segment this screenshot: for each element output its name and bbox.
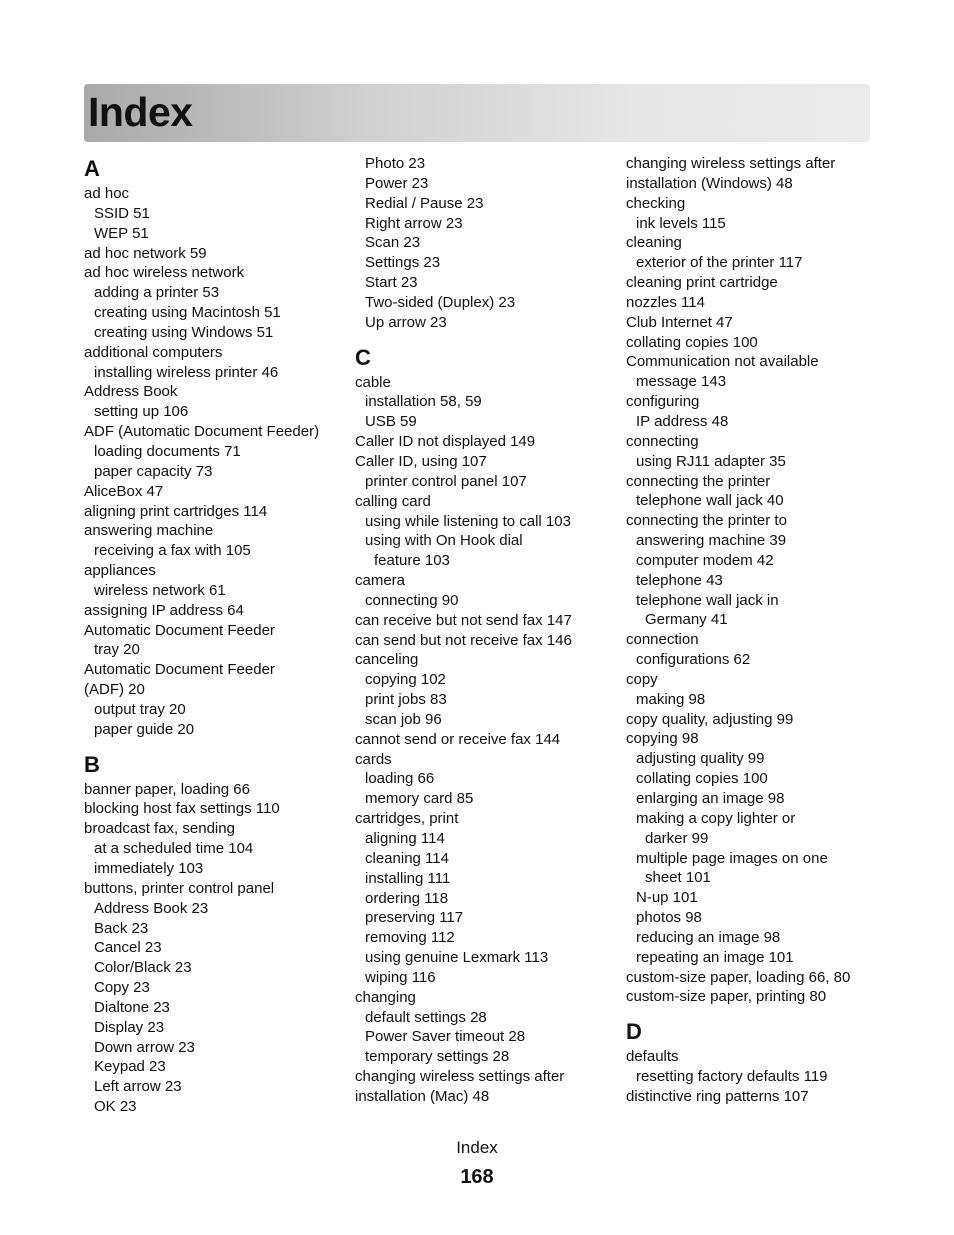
index-entry: changing wireless settings after — [626, 155, 836, 172]
index-subentry: Photo 23 — [365, 155, 426, 172]
index-subentry: scan job 96 — [365, 710, 442, 728]
index-subentry: Redial / Pause 23 — [365, 194, 484, 212]
index-entry: ADF (Automatic Document Feeder) — [84, 423, 320, 441]
index-entry: changing — [355, 988, 416, 1006]
index-subentry: at a scheduled time 104 — [94, 840, 254, 858]
index-subentry: telephone wall jack 40 — [636, 492, 784, 510]
index-subentry: Scan 23 — [365, 234, 421, 252]
index-subentry: Power 23 — [365, 174, 429, 192]
index-letter-heading: D — [626, 1019, 642, 1045]
page-title: Index — [88, 89, 193, 135]
index-entry: configuring — [626, 393, 700, 411]
index-subentry: enlarging an image 98 — [636, 790, 785, 807]
index-entry: checking — [626, 194, 686, 212]
index-entry: calling card — [355, 492, 431, 510]
index-entry: cannot send or receive fax 144 — [355, 730, 561, 748]
index-subentry: WEP 51 — [94, 224, 149, 242]
index-entry: ad hoc — [84, 185, 130, 202]
index-subentry: IP address 48 — [636, 412, 729, 430]
index-entry: camera — [355, 572, 406, 590]
index-subentry: setting up 106 — [94, 403, 189, 421]
index-subentry: reducing an image 98 — [636, 928, 781, 946]
index-header-bar — [84, 84, 870, 142]
index-entry: Club Internet 47 — [626, 313, 733, 331]
index-subentry: Up arrow 23 — [365, 313, 447, 331]
index-subentry: Copy 23 — [94, 979, 150, 997]
index-subentry: Down arrow 23 — [94, 1038, 195, 1056]
index-subentry: print jobs 83 — [365, 691, 447, 709]
index-entry: additional computers — [84, 343, 223, 361]
index-subentry: adjusting quality 99 — [636, 750, 765, 768]
index-letter-heading: C — [355, 344, 371, 370]
index-subentry: answering machine 39 — [636, 532, 787, 550]
index-subentry: making 98 — [636, 690, 706, 708]
index-subentry: adding a printer 53 — [94, 284, 220, 302]
index-subentry: installation 58, 59 — [365, 393, 482, 411]
index-subentry: making a copy lighter or — [636, 809, 796, 827]
index-entry: installation (Mac) 48 — [355, 1087, 490, 1105]
index-subentry: collating copies 100 — [636, 770, 768, 788]
index-subentry: ink levels 115 — [636, 214, 726, 232]
index-entry: connection — [626, 631, 699, 649]
index-entry: connecting — [626, 432, 699, 450]
index-entry: buttons, printer control panel — [84, 879, 275, 897]
index-subentry: default settings 28 — [365, 1008, 487, 1026]
index-subentry: output tray 20 — [94, 700, 186, 718]
index-subentry: installing 111 — [365, 869, 451, 887]
index-entry: Address Book — [84, 383, 178, 401]
index-entry: ad hoc network 59 — [84, 244, 207, 262]
index-subentry: Germany 41 — [645, 611, 728, 629]
index-entry: canceling — [355, 651, 419, 669]
index-entry: can receive but not send fax 147 — [355, 611, 572, 629]
index-subentry: Start 23 — [365, 274, 418, 292]
index-entry: copy — [626, 670, 658, 688]
index-entry: can send but not receive fax 146 — [355, 631, 572, 649]
index-entry: copy quality, adjusting 99 — [626, 710, 794, 728]
index-entry: cleaning print cartridge — [626, 274, 778, 292]
index-subentry: temporary settings 28 — [365, 1048, 510, 1066]
index-entry: Caller ID, using 107 — [355, 452, 487, 470]
index-subentry: wireless network 61 — [94, 581, 226, 599]
index-subentry: SSID 51 — [94, 204, 150, 222]
index-subentry: removing 112 — [365, 929, 455, 947]
index-subentry: aligning 114 — [365, 830, 445, 847]
index-entry: banner paper, loading 66 — [84, 780, 250, 798]
index-entry: custom-size paper, printing 80 — [626, 988, 827, 1006]
index-subentry: telephone wall jack in — [636, 591, 779, 609]
index-subentry: tray 20 — [94, 641, 140, 659]
index-subentry: using RJ11 adapter 35 — [636, 452, 786, 470]
index-entry: cleaning — [626, 234, 682, 252]
index-subentry: preserving 117 — [365, 909, 464, 927]
index-subentry: cleaning 114 — [365, 849, 449, 867]
index-entry: assigning IP address 64 — [84, 601, 244, 619]
index-subentry: paper guide 20 — [94, 720, 195, 738]
index-subentry: connecting 90 — [365, 591, 459, 609]
index-subentry: feature 103 — [374, 552, 450, 570]
index-subentry: wiping 116 — [365, 968, 436, 986]
index-entry: Automatic Document Feeder — [84, 621, 275, 639]
index-subentry: darker 99 — [645, 829, 709, 847]
index-subentry: message 143 — [636, 373, 727, 391]
index-subentry: photos 98 — [636, 909, 702, 927]
index-subentry: USB 59 — [365, 413, 417, 431]
index-entry: answering machine — [84, 522, 214, 540]
index-entry: AliceBox 47 — [84, 482, 164, 500]
index-column-1 — [84, 154, 354, 1117]
index-column-2 — [355, 154, 625, 1107]
index-subentry: paper capacity 73 — [94, 462, 213, 480]
index-subentry: Address Book 23 — [94, 899, 209, 917]
index-entry: copying 98 — [626, 730, 699, 748]
index-entry: custom-size paper, loading 66, 80 — [626, 968, 851, 986]
index-subentry: Keypad 23 — [94, 1058, 166, 1076]
index-letter-heading: A — [84, 156, 100, 181]
index-entry: (ADF) 20 — [84, 681, 145, 699]
index-entry: Caller ID not displayed 149 — [355, 433, 536, 451]
index-entry: connecting the printer — [626, 472, 771, 490]
index-subentry: configurations 62 — [636, 651, 751, 669]
index-column-3 — [626, 154, 896, 1107]
index-subentry: sheet 101 — [645, 869, 711, 887]
index-entry: cable — [355, 373, 391, 391]
index-subentry: loading documents 71 — [94, 442, 241, 460]
index-entry: connecting the printer to — [626, 512, 787, 530]
index-subentry: Right arrow 23 — [365, 214, 463, 232]
index-subentry: receiving a fax with 105 — [94, 542, 251, 560]
index-subentry: loading 66 — [365, 770, 435, 788]
index-subentry: Two-sided (Duplex) 23 — [365, 293, 516, 311]
index-subentry: creating using Windows 51 — [94, 323, 274, 341]
index-entry: Communication not available — [626, 353, 819, 371]
index-subentry: memory card 85 — [365, 790, 474, 808]
index-subentry: computer modem 42 — [636, 551, 774, 569]
index-entry: ad hoc wireless network — [84, 264, 245, 282]
index-entry: appliances — [84, 562, 156, 580]
index-subentry: resetting factory defaults 119 — [636, 1068, 828, 1086]
index-subentry: using genuine Lexmark 113 — [365, 949, 549, 967]
index-entry: nozzles 114 — [626, 293, 705, 311]
index-subentry: Back 23 — [94, 919, 149, 937]
index-subentry: printer control panel 107 — [365, 472, 527, 490]
index-subentry: exterior of the printer 117 — [636, 254, 803, 272]
index-subentry: Settings 23 — [365, 254, 441, 272]
index-subentry: installing wireless printer 46 — [94, 363, 279, 381]
index-entry: collating copies 100 — [626, 333, 758, 351]
index-entry: broadcast fax, sending — [84, 820, 235, 838]
index-subentry: OK 23 — [94, 1098, 137, 1116]
index-subentry: Dialtone 23 — [94, 998, 170, 1016]
index-subentry: N-up 101 — [636, 889, 698, 907]
index-subentry: using with On Hook dial — [365, 532, 523, 550]
index-subentry: Color/Black 23 — [94, 959, 192, 977]
index-entry: cards — [355, 750, 392, 768]
index-subentry: ordering 118 — [365, 889, 449, 907]
index-entry: cartridges, print — [355, 810, 459, 828]
index-entry: blocking host fax settings 110 — [84, 800, 280, 818]
index-subentry: creating using Macintosh 51 — [94, 304, 281, 322]
index-entry: Automatic Document Feeder — [84, 661, 275, 679]
index-subentry: Cancel 23 — [94, 939, 162, 957]
index-entry: defaults — [626, 1048, 679, 1066]
index-subentry: Display 23 — [94, 1018, 165, 1036]
index-letter-heading: B — [84, 751, 100, 777]
index-entry: distinctive ring patterns 107 — [626, 1087, 809, 1105]
page-number: 168 — [460, 1166, 494, 1188]
index-subentry: repeating an image 101 — [636, 948, 794, 966]
index-entry: installation (Windows) 48 — [626, 174, 793, 192]
index-subentry: telephone 43 — [636, 571, 723, 589]
index-subentry: immediately 103 — [94, 860, 204, 877]
footer-section-label: Index — [456, 1138, 498, 1157]
index-subentry: copying 102 — [365, 671, 446, 689]
index-subentry: using while listening to call 103 — [365, 512, 571, 530]
index-subentry: Power Saver timeout 28 — [365, 1028, 526, 1046]
index-entry: aligning print cartridges 114 — [84, 502, 268, 520]
index-subentry: multiple page images on one — [636, 849, 828, 867]
index-subentry: Left arrow 23 — [94, 1078, 182, 1096]
index-entry: changing wireless settings after — [355, 1068, 565, 1086]
